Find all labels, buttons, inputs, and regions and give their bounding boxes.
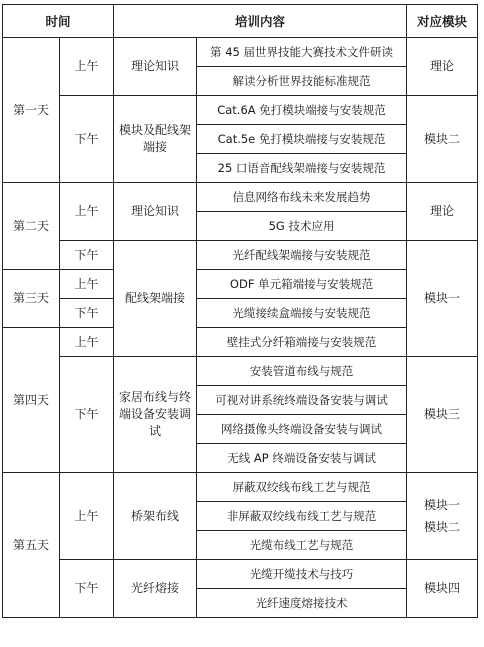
module-cell (407, 473, 478, 560)
topic-line: 试 (149, 424, 162, 438)
day-5: 第五天 (3, 473, 60, 618)
header-content: 培训内容 (114, 5, 407, 38)
module-cell: 模块二 (407, 96, 478, 183)
topic-module-and-patch (114, 96, 197, 183)
table-row (3, 96, 478, 125)
table-row (3, 473, 478, 502)
training-schedule-table (2, 4, 478, 618)
table-row (3, 38, 478, 67)
period-am: 上午 (60, 473, 114, 560)
table-row (3, 328, 478, 357)
table-row (3, 183, 478, 212)
header-time: 时间 (3, 5, 114, 38)
header-module: 对应模块 (407, 5, 478, 38)
day-3: 第三天 (3, 270, 60, 328)
day-4: 第四天 (3, 328, 60, 473)
content-cell: 解读分析世界技能标准规范 (197, 67, 407, 96)
module-cell: 模块三 (407, 357, 478, 473)
content-cell: 光缆接续盒端接与安装规范 (197, 299, 407, 328)
content-cell: 网络摄像头终端设备安装与调试 (197, 415, 407, 444)
content-cell: 可视对讲系统终端设备安装与调试 (197, 386, 407, 415)
period-am: 上午 (60, 183, 114, 241)
table-row (3, 560, 478, 589)
period-am: 上午 (60, 328, 114, 357)
period-pm: 下午 (60, 560, 114, 618)
period-pm: 下午 (60, 357, 114, 473)
content-cell: 光纤配线架端接与安装规范 (197, 241, 407, 270)
table-row (3, 241, 478, 270)
module-cell: 模块一 (407, 241, 478, 357)
content-cell: 25 口语音配线架端接与安装规范 (197, 154, 407, 183)
topic-fiber-splicing: 光纤熔接 (114, 560, 197, 618)
content-cell: 无线 AP 终端设备安装与调试 (197, 444, 407, 473)
period-pm: 下午 (60, 241, 114, 270)
content-cell: 光纤速度熔接技术 (197, 589, 407, 618)
module-cell: 理论 (407, 183, 478, 241)
content-cell: 光缆布线工艺与规范 (197, 531, 407, 560)
topic-line: 模块及配线架 (119, 123, 192, 137)
topic-line: 端接 (143, 140, 168, 154)
module-cell: 模块四 (407, 560, 478, 618)
topic-theory: 理论知识 (114, 38, 197, 96)
content-cell: 光缆开缆技术与技巧 (197, 560, 407, 589)
content-cell: 安装管道布线与规范 (197, 357, 407, 386)
content-cell: 5G 技术应用 (197, 212, 407, 241)
period-pm: 下午 (60, 299, 114, 328)
module-line: 模块二 (424, 520, 461, 534)
content-cell: Cat.6A 免打模块端接与安装规范 (197, 96, 407, 125)
period-am: 上午 (60, 38, 114, 96)
content-cell: 第 45 届世界技能大赛技术文件研读 (197, 38, 407, 67)
table-row (3, 299, 478, 328)
table-row (3, 270, 478, 299)
module-line: 模块一 (424, 498, 461, 512)
day-1: 第一天 (3, 38, 60, 183)
table-row (3, 357, 478, 386)
period-pm: 下午 (60, 96, 114, 183)
content-cell: 屏蔽双绞线布线工艺与规范 (197, 473, 407, 502)
content-cell: 非屏蔽双绞线布线工艺与规范 (197, 502, 407, 531)
topic-home-wiring (114, 357, 197, 473)
day-2: 第二天 (3, 183, 60, 270)
topic-line: 端设备安装调 (119, 407, 192, 421)
content-cell: 壁挂式分纤箱端接与安装规范 (197, 328, 407, 357)
topic-theory: 理论知识 (114, 183, 197, 241)
topic-patch-termination: 配线架端接 (114, 241, 197, 357)
content-cell: ODF 单元箱端接与安装规范 (197, 270, 407, 299)
content-cell: 信息网络布线未来发展趋势 (197, 183, 407, 212)
topic-line: 家居布线与终 (119, 390, 192, 404)
module-cell: 理论 (407, 38, 478, 96)
period-am: 上午 (60, 270, 114, 299)
content-cell: Cat.5e 免打模块端接与安装规范 (197, 125, 407, 154)
header-row (3, 5, 478, 38)
topic-bridge-wiring: 桥架布线 (114, 473, 197, 560)
